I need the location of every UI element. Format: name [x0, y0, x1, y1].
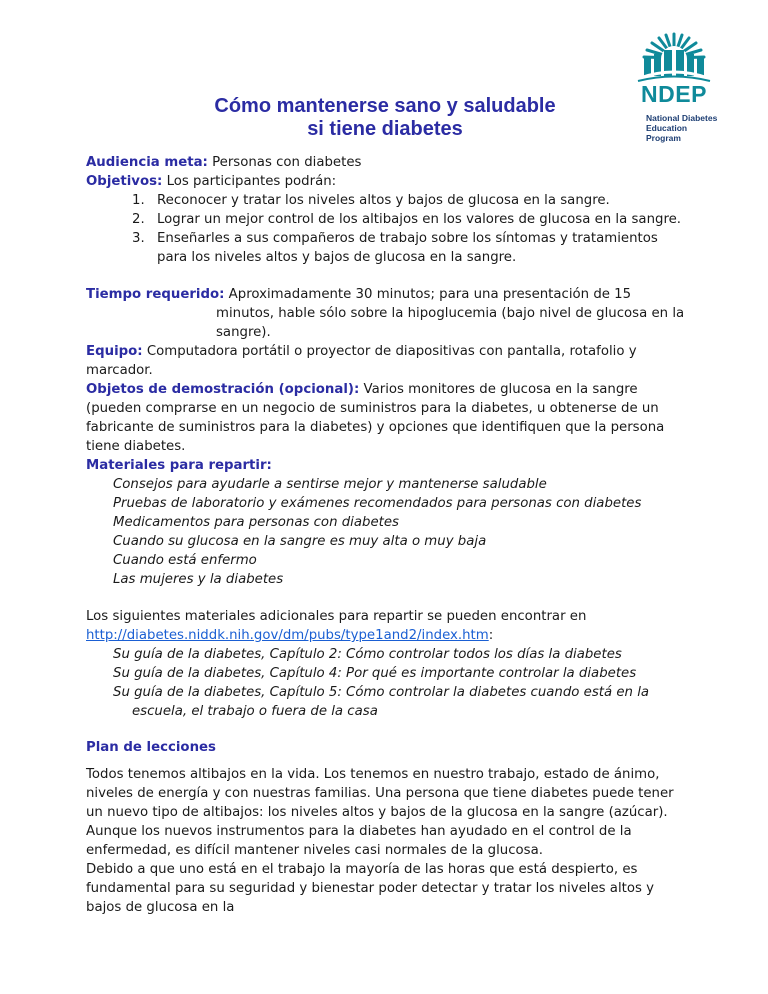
objectives-label: Objetivos:	[86, 174, 163, 189]
list-item: Su guía de la diabetes, Capítulo 2: Cómo controlar todos los días la diabetes	[113, 647, 622, 662]
list-item: Cuando su glucosa en la sangre es muy alta o muy baja	[113, 534, 487, 549]
list-item: Cuando está enfermo	[113, 553, 257, 568]
lesson-paragraph-2: Debido a que uno está en el trabajo la mayoría de las horas que está despierto, es fundamental para su seguridad y bienestar poder detectar y tratar los niveles altos y bajos de glucosa en la	[86, 862, 655, 915]
logo-tagline-line-1: National Diabetes	[646, 113, 718, 123]
title-line-1: Cómo mantenerse sano y saludable	[214, 95, 556, 117]
objectives-intro: Los participantes podrán:	[162, 174, 337, 189]
audience-label: Audiencia meta:	[86, 155, 208, 170]
time-label: Tiempo requerido:	[86, 287, 225, 302]
list-item: Pruebas de laboratorio y exámenes recomendados para personas con diabetes	[113, 496, 642, 511]
list-item: Las mujeres y la diabetes	[113, 572, 284, 587]
list-item: Medicamentos para personas con diabetes	[113, 515, 399, 530]
list-item: Consejos para ayudarle a sentirse mejor y mantenerse saludable	[113, 477, 547, 492]
list-item-number: 2.	[132, 212, 145, 227]
list-item-text: Lograr un mejor control de los altibajos en los valores de glucosa en la sangre.	[157, 212, 682, 227]
sunrise-hands-icon	[630, 28, 718, 83]
page-title	[130, 95, 640, 141]
objectives-section	[86, 172, 686, 267]
handouts-label: Materiales para repartir:	[86, 458, 272, 473]
list-item: Su guía de la diabetes, Capítulo 4: Por qué es importante controlar la diabetes	[113, 666, 637, 681]
objectives-list	[86, 191, 686, 267]
time-text: Aproximadamente 30 minutos; para una presentación de 15 minutos, hable sólo sobre la hipoglucemia (bajo nivel de glucosa en la sangre).	[216, 287, 685, 340]
logo-tagline-line-2: Education Program	[646, 123, 688, 143]
ndep-logo	[630, 28, 718, 148]
list-item-text: Reconocer y tratar los niveles altos y bajos de glucosa en la sangre.	[157, 193, 610, 208]
logo-acronym: NDEP	[641, 81, 707, 107]
diabetes-guide-link[interactable]: http://diabetes.niddk.nih.gov/dm/pubs/type1and2/index.htm	[86, 628, 489, 643]
list-item-text: Enseñarles a sus compañeros de trabajo sobre los síntomas y tratamientos para los niveles altos y bajos de glucosa en la sangre.	[157, 231, 658, 265]
additional-intro: Los siguientes materiales adicionales para repartir se pueden encontrar en	[86, 609, 587, 624]
demo-section	[86, 380, 686, 456]
equipment-section	[86, 342, 686, 380]
list-item	[86, 229, 686, 267]
list-item	[86, 191, 686, 210]
equipment-text: Computadora portátil o proyector de diapositivas con pantalla, rotafolio y marcador.	[86, 344, 637, 378]
list-item: Su guía de la diabetes, Capítulo 5: Cómo controlar la diabetes cuando está en la escuela, el trabajo o fuera de la casa	[113, 685, 650, 719]
audience-section	[86, 153, 686, 172]
audience-text: Personas con diabetes	[207, 155, 362, 170]
document-body	[86, 153, 686, 917]
time-section	[86, 285, 686, 342]
list-item-number: 3.	[132, 231, 145, 246]
demo-label: Objetos de demostración (opcional):	[86, 382, 360, 397]
lesson-paragraph-1: Todos tenemos altibajos en la vida. Los tenemos en nuestro trabajo, estado de ánimo, niveles de energía y con nuestras familias. Una persona que tiene diabetes puede tener un nuevo tipo de altibajos: los niveles altos y bajos de la glucosa en la sangre (azúcar). Aunque los nuevos instrumentos para la diabetes han ayudado en el control de la enfermedad, es difícil mantener niveles casi normales de la glucosa.	[86, 767, 674, 858]
handouts-section	[86, 456, 686, 589]
logo-tagline	[646, 113, 718, 143]
link-suffix: :	[488, 628, 494, 643]
demo-text: Varios monitores de glucosa en la sangre (pueden comprarse en un negocio de suministros para la diabetes, u obtenerse de un fabricante de suministros para la diabetes) y opciones que identifiquen que la persona tiene diabetes.	[86, 382, 665, 454]
additional-section	[86, 607, 686, 721]
title-line-2: si tiene diabetes	[307, 118, 463, 140]
list-item	[86, 210, 686, 229]
lesson-plan-heading: Plan de lecciones	[86, 740, 216, 755]
list-item-number: 1.	[132, 193, 145, 208]
equipment-label: Equipo:	[86, 344, 143, 359]
